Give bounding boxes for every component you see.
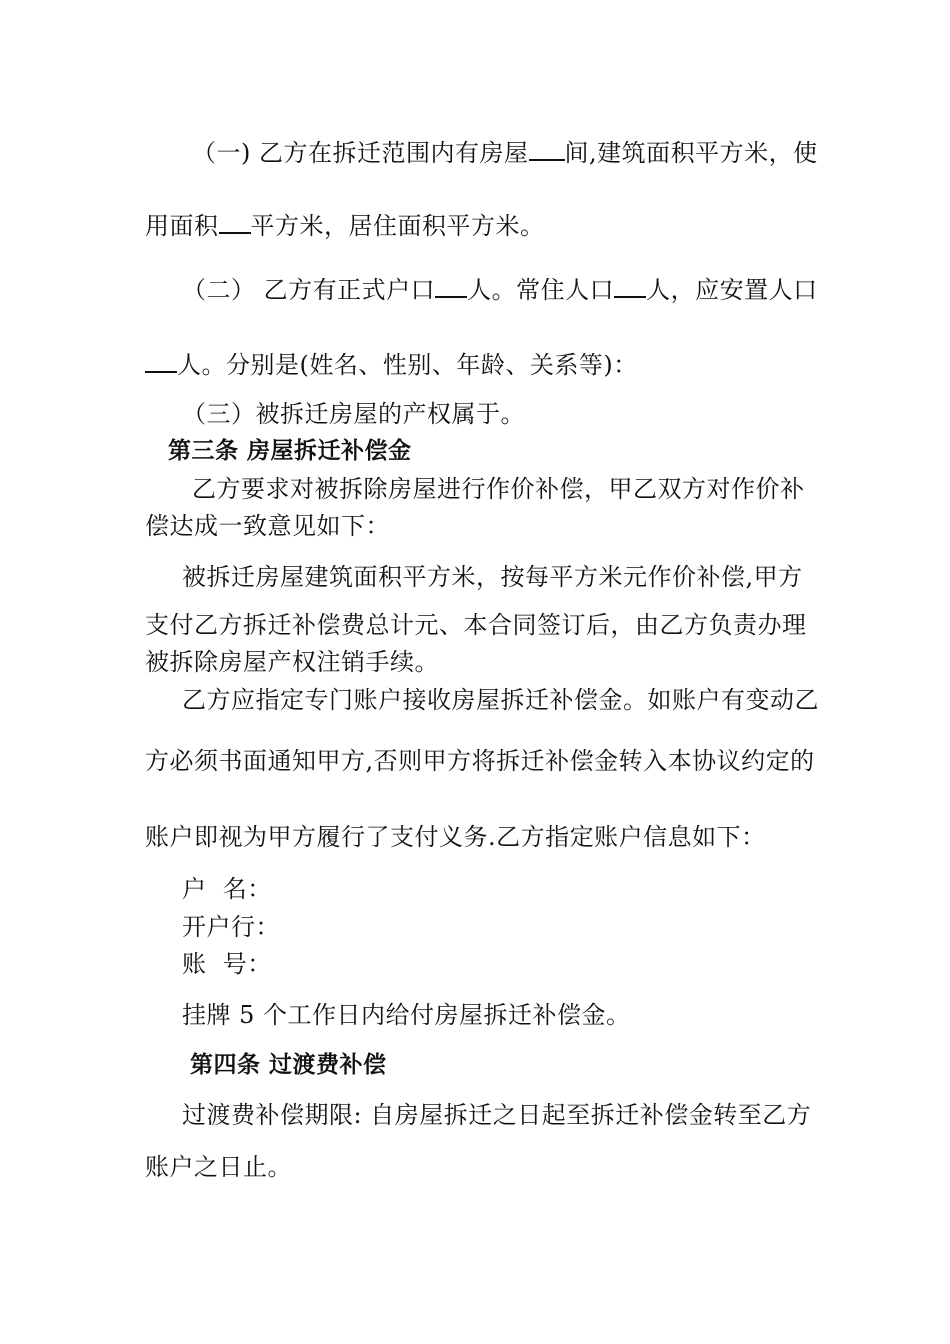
- article-4-para-line-2: 账户之日止。: [145, 1153, 292, 1181]
- article-4-heading: 第四条 过渡费补偿: [190, 1052, 387, 1078]
- clause-2-line-2: [145, 347, 638, 380]
- blank-resettle: [145, 347, 177, 373]
- clause-1-text-a: （一) 乙方在拆迁范围内有房屋: [192, 139, 529, 167]
- blank-usable-area: [219, 208, 251, 234]
- article-3-heading: 第三条 房屋拆迁补偿金: [168, 438, 412, 464]
- bank-label: 开户行：: [182, 913, 280, 941]
- article-3-para-1-line-2: 偿达成一致意见如下：: [145, 512, 390, 540]
- blank-resident: [614, 272, 646, 298]
- article-3-para-1-line-1: 乙方要求对被拆除房屋进行作价补偿，甲乙双方对作价补: [192, 475, 805, 503]
- article-3-para-3-line-3: 账户即视为甲方履行了支付义务.乙方指定账户信息如下：: [145, 823, 766, 851]
- article-3-para-2-line-1: 被拆迁房屋建筑面积平方米，按每平方米元作价补偿,甲方: [182, 563, 803, 591]
- account-number-label: 账 号：: [182, 950, 272, 978]
- article-3-para-3-line-1: 乙方应指定专门账户接收房屋拆迁补偿金。如账户有变动乙: [182, 686, 819, 714]
- article-3-para-2-line-2: 支付乙方拆迁补偿费总计元、本合同签订后，由乙方负责办理: [145, 611, 807, 639]
- article-3-para-3-line-2: 方必须书面通知甲方,否则甲方将拆迁补偿金转入本协议约定的: [145, 747, 815, 775]
- account-name-label: 户 名：: [182, 875, 272, 903]
- clause-2-text-b: 人。常住人口: [467, 276, 615, 304]
- clause-1-text-c: 用面积: [145, 212, 219, 240]
- clause-2-text-a: （二） 乙方有正式户口: [182, 276, 436, 304]
- article-3-para-2-line-3: 被拆除房屋产权注销手续。: [145, 648, 439, 676]
- article-4-para-line-1: 过渡费补偿期限: 自房屋拆迁之日起至拆迁补偿金转至乙方: [182, 1101, 812, 1129]
- clause-1-text-d: 平方米，居住面积平方米。: [250, 212, 545, 240]
- clause-2-line-1: [182, 272, 818, 305]
- blank-rooms: [529, 135, 565, 161]
- clause-1-text-b: 间,建筑面积平方米，使: [564, 139, 818, 167]
- blank-registered: [435, 272, 467, 298]
- clause-1-line-1: [192, 135, 818, 168]
- clause-2-text-c: 人，应安置人口: [646, 276, 818, 304]
- clause-1-line-2: [145, 208, 545, 241]
- clause-2-text-d: 人。分别是(姓名、性别、年龄、关系等)：: [177, 351, 638, 379]
- payment-deadline: 挂牌 5 个工作日内给付房屋拆迁补偿金。: [182, 1001, 631, 1029]
- clause-3: （三）被拆迁房屋的产权属于。: [182, 400, 525, 428]
